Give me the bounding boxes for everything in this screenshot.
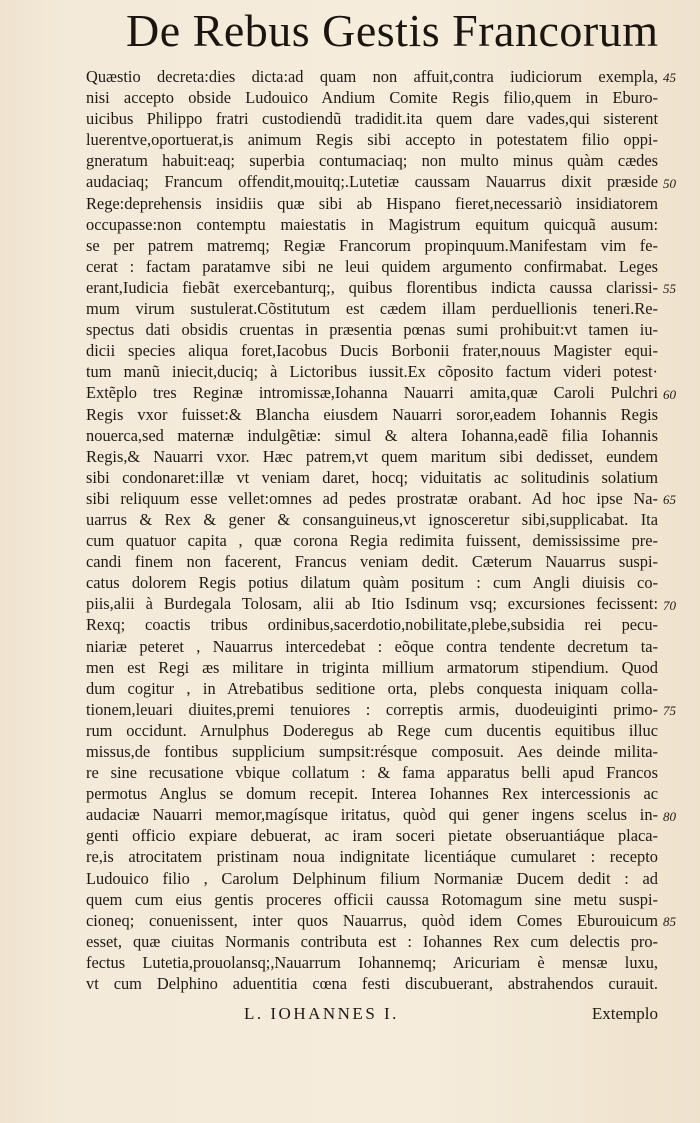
text-line: luerentve,oportuerat,is animum Regis sibi accepto in potestatem filio oppi- [86,130,658,150]
text-line: candi finem non facerent, Francus veniam dedit. Cæterum Nauarrus suspi- [86,552,658,572]
text-line: nisi accepto obside Ludouico Andium Comite Regis filio,quem in Eburo- [86,88,658,108]
text-line: erant,Iudicia fiebãt exercebanturq;, quibus florentibus indicta caussa clarissi- [86,277,658,297]
text-line: permotus Anglus se domum recepit. Interea Iohannes Rex intercessionis ac [86,784,658,804]
text-line: Quæstio decreta:dies dicta:ad quam non affuit,contra iudiciorum exempla, [86,67,658,86]
page-footer [86,1004,658,1028]
margin-line-number: 85 [663,914,676,929]
catchword: Extemplo [591,1004,658,1023]
margin-line-number: 75 [663,703,676,718]
margin-line-number: 80 [663,808,676,824]
text-line: gneratum habuit:eaq; superbia contumaciaq; non multo minus quàm cædes [86,151,658,171]
text-line: genti officio expiare debuerat, ac iram soceri pietate obseruantiáque placa- [86,826,658,846]
text-line: nouerca,sed maternæ indulgẽtiæ: simul & altera Iohanna,eadẽ filia Iohannis [86,425,658,445]
text-line: Ludouico filio , Carolum Delphinum filium Normaniæ Ducem dedit : ad [86,868,658,888]
text-line: occupasse:non contemptu maiestatis in Magistrum equitum quicquã ausum: [86,214,658,234]
text-line: catus dolorem Regis potius dilatum quàm positum : cum Angli diuisis co- [86,573,658,593]
text-line: Rexq; coactis tribus ordinibus,sacerdotio,nobilitate,plebe,subsidia rei pecu- [86,615,658,635]
text-line: niariæ peteret , Nauarrus intercedebat : eõque contra tendente decretum ta- [86,636,658,656]
text-line: re sine recusatione vbique collatum : & fama apparatus belli apud Francos [86,763,658,783]
text-line: spectus dati obsidis cruentas in præsentia pœnas sumi prohibuit:vt tamen iu- [86,320,658,340]
text-line: missus,de fontibus supplicium sumpsit:résque composuit. Aes deinde milita- [86,742,658,761]
text-line: esset, quæ ciuitas Normanis contributa est : Iohannes Rex cum delectis pro- [86,931,658,951]
text-line: rum occidunt. Arnulphus Doderegus ab Rege cum ducentis equitibus illuc [86,720,658,740]
text-line: Regis vxor fuisset:& Blancha eiusdem Nauarri soror,eadem Iohannis Regis [86,404,658,424]
text-line: sibi reliquum esse vellet:omnes ad pedes prostratæ orabant. Ad hoc ipse Na- [86,488,658,508]
text-line: Regis,& Nauarri vxor. Hæc patrem,vt quem maritum sibi dedisset, eundem [86,446,658,466]
text-line: vt cum Delphino aduentitia cœna festi discubuerant, abstrahendos curauit. [86,974,658,994]
text-line: tionem,leuari diuites,premi tenuiores : correptis armis, duodeuiginti primo- [86,699,658,719]
text-line: se per patrem matremq; Regiæ Francorum propinquum.Manifestam vim fe- [86,235,658,255]
text-line: cum quatuor capita , quæ corona Regia redimita fuissent, demississime pre- [86,531,658,551]
text-line: re,is atrocitatem pristinam noua indignitate licentiáque cumularet : recepto [86,847,658,867]
text-line: cioneq; conuenissent, inter quos Nauarrus, quòd idem Comes Eburouicum [86,910,658,930]
signature-mark: L. IOHANNES I. [244,1004,399,1023]
margin-line-number: 55 [663,281,676,296]
text-line: fectus Lutetia,prouolansq;,Nauarrum Iohannemq; Aricuriam è mensæ luxu, [86,952,658,972]
text-line: sibi condonaret:illæ vt veniam daret, hocq; viduitatis ac solitudinis solatium [86,467,658,487]
text-line: men est Regi æs militare in triginta millium armatorum stipendium. Quod [86,657,658,677]
body-text [86,66,658,994]
running-head: De Rebus Gestis Francorum [126,5,659,56]
text-line: cerat : factam paratamve sibi ne leui quidem argumento confirmabat. Leges [86,256,658,276]
margin-line-number: 65 [663,492,676,507]
margin-line-number: 50 [663,175,676,191]
text-line: piis,alii à Burdegala Tolosam, alii ab Itio Isdinum vsq; excursiones fecissent: [86,594,658,614]
text-line: mum virum sustulerat.Cõstitutum est cædem illam perduellionis teneri.Re- [86,299,658,319]
text-line: dum cogitur , in Atrebatibus seditione orta, plebs conquesta iniquam colla- [86,678,658,698]
text-line: audaciaq; Francum offendit,mouitq;.Lutetiæ caussam Nauarrus dixit præside [86,172,658,192]
text-line: uarrus & Rex & gener & consanguineus,vt ignosceretur sibi,supplicabat. Ita [86,509,658,529]
margin-line-number: 45 [663,70,676,85]
text-line: audaciæ Nauarri memor,magísque iritatus, quòd qui gener ingens scelus in- [86,805,658,825]
text-line: uicibus Philippo fratri custodiendũ tradidit.ita quem dare vades,qui sisterent [86,109,658,129]
text-line: dicii species aliqua foret,Iacobus Ducis Borbonii frater,nouus Magister equi- [86,341,658,361]
text-line: Extẽplo tres Reginæ intromissæ,Iohanna Nauarri amita,quæ Caroli Pulchri [86,383,658,403]
text-line: tum manũ iniecit,duciq; à Lictoribus iussit.Ex cõposito factum videri potest· [86,362,658,382]
margin-line-number: 60 [663,386,676,402]
margin-line-number: 70 [663,597,676,613]
text-line: quem cum eius gentis proceres officii caussa Rotomagum sine metu suspi- [86,889,658,909]
text-line: Rege:deprehensis insidiis quæ sibi ab Hispano fieret,necessariò insidiatorem [86,193,658,213]
